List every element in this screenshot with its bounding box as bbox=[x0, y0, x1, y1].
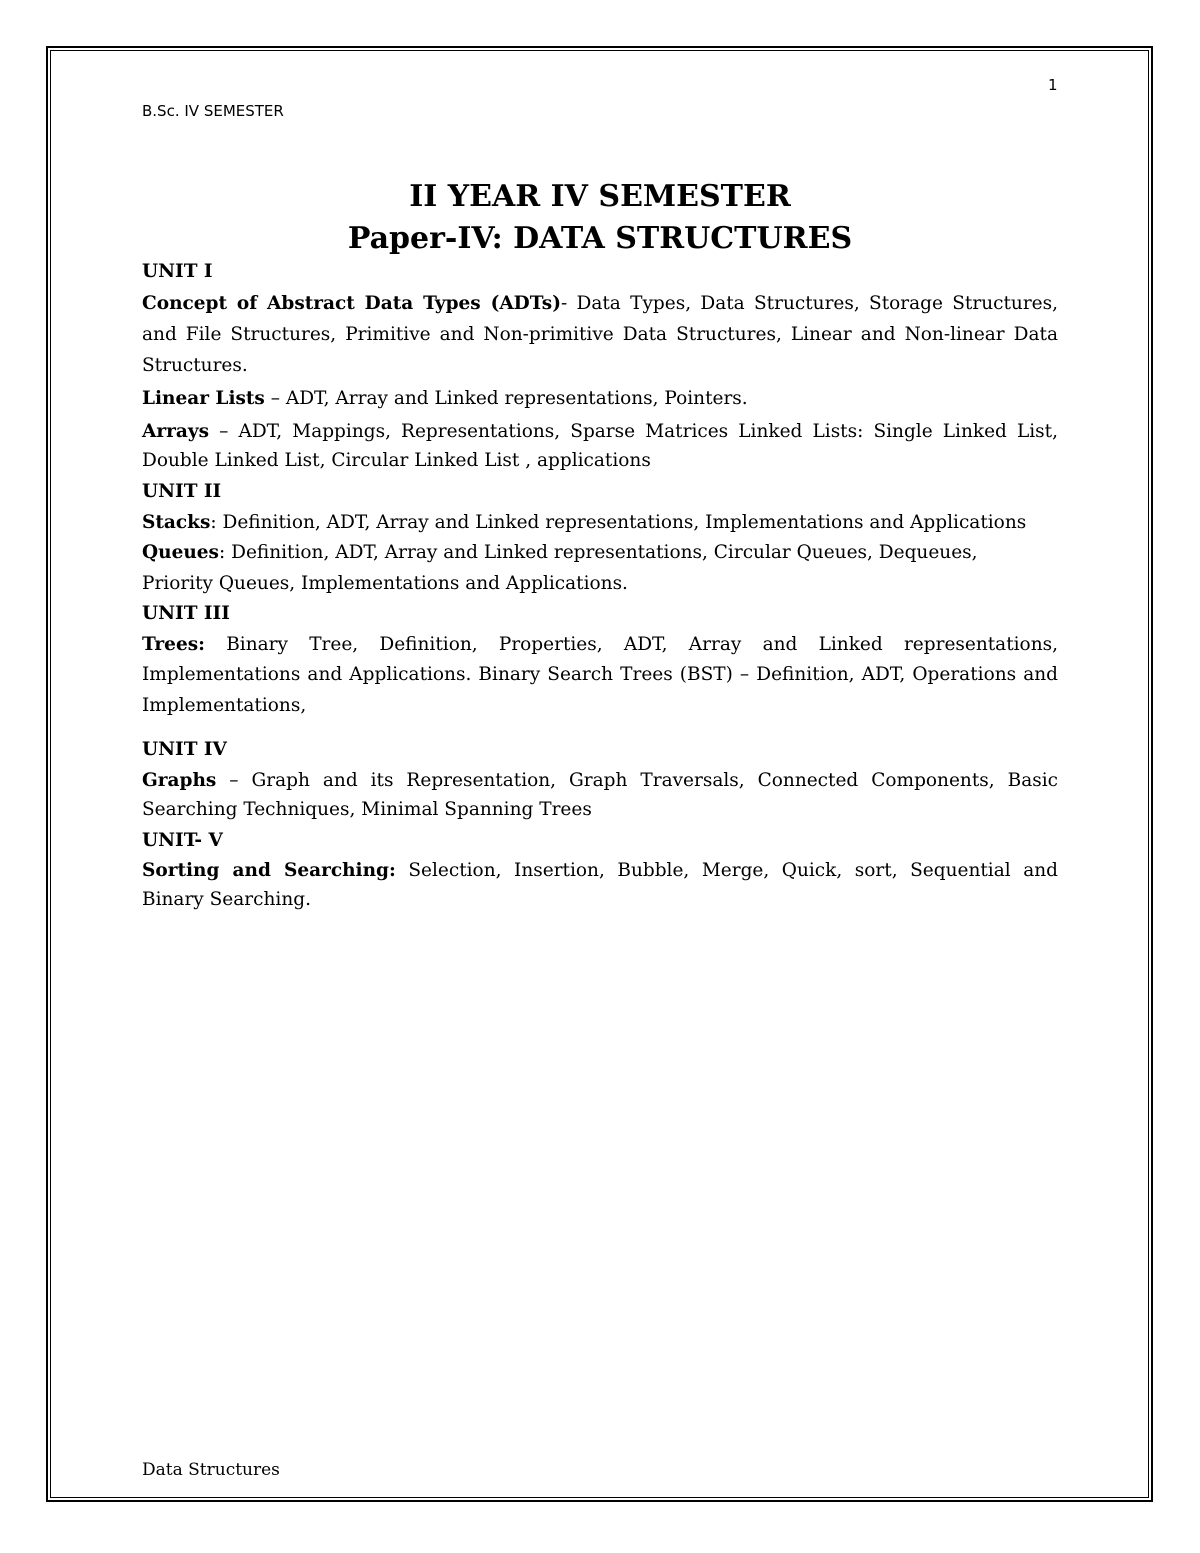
unit-heading: UNIT IV bbox=[142, 739, 227, 760]
unit-heading: UNIT II bbox=[142, 481, 222, 502]
topic-text: Definition, ADT, Array and Linked representations, Circular Queues, Dequeues, Priority Queues, Implementations and Applications. bbox=[142, 542, 978, 594]
unit-section bbox=[142, 257, 1058, 475]
topic-paragraph bbox=[142, 417, 1058, 475]
unit-heading: UNIT III bbox=[142, 603, 230, 624]
topic-text: Definition, ADT, Array and Linked representations, Implementations and Applications bbox=[222, 511, 1027, 533]
topic-text: Binary Tree, Definition, Properties, ADT, Array and Linked representations, Implementations and Applications. Binary Search Trees (BST) – Definition, ADT, Operations and Implementations, bbox=[142, 633, 1058, 716]
topic-term: Concept of Abstract Data Types (ADTs) bbox=[142, 292, 561, 314]
topic-separator: – bbox=[216, 769, 252, 791]
topic-term: Stacks bbox=[142, 511, 211, 533]
unit-section bbox=[142, 599, 1058, 721]
topic-separator: – bbox=[209, 421, 239, 442]
topic-text: Graph and its Representation, Graph Traversals, Connected Components, Basic Searching Techniques, Minimal Spanning Trees bbox=[142, 769, 1058, 820]
unit-section bbox=[142, 826, 1058, 915]
paper-title: Paper-IV: DATA STRUCTURES bbox=[347, 221, 853, 256]
topic-paragraph bbox=[142, 630, 1058, 722]
topic-term: Trees: bbox=[142, 633, 205, 655]
topic-separator: - bbox=[560, 292, 577, 314]
running-header: B.Sc. IV SEMESTER bbox=[142, 102, 284, 120]
topic-paragraph bbox=[142, 538, 1002, 599]
running-footer: Data Structures bbox=[142, 1460, 280, 1480]
document-title: II YEAR IV SEMESTER bbox=[409, 179, 791, 214]
topic-paragraph bbox=[142, 288, 1058, 381]
topic-separator: : bbox=[218, 542, 232, 563]
page-number: 1 bbox=[1048, 76, 1058, 94]
unit-section bbox=[142, 477, 1058, 599]
title-block bbox=[142, 176, 1058, 260]
unit-section bbox=[142, 735, 1058, 824]
topic-separator: : bbox=[210, 511, 223, 533]
topic-paragraph bbox=[142, 766, 1058, 824]
topic-separator bbox=[396, 860, 409, 881]
topic-text: ADT, Mappings, Representations, Sparse Matrices Linked Lists: Single Linked List, Double Linked List, Circular Linked List , applications bbox=[142, 421, 1058, 471]
syllabus-content bbox=[142, 257, 1058, 914]
topic-text: ADT, Array and Linked representations, Pointers. bbox=[285, 387, 748, 409]
unit-heading: UNIT I bbox=[142, 261, 213, 282]
section-spacer bbox=[142, 721, 1058, 735]
topic-term: Sorting and Searching: bbox=[142, 860, 396, 881]
topic-term: Graphs bbox=[142, 769, 217, 791]
topic-term: Linear Lists bbox=[142, 387, 265, 409]
topic-paragraph bbox=[142, 384, 1058, 415]
topic-separator: – bbox=[264, 387, 286, 409]
topic-term: Arrays bbox=[142, 421, 209, 442]
topic-paragraph bbox=[142, 856, 1058, 914]
topic-paragraph bbox=[142, 508, 1058, 539]
topic-text: Selection, Insertion, Bubble, Merge, Quick, sort, Sequential and Binary Searching. bbox=[142, 860, 1058, 910]
unit-heading: UNIT- V bbox=[142, 829, 223, 851]
topic-separator bbox=[205, 634, 226, 655]
topic-text: Data Types, Data Structures, Storage Structures, and File Structures, Primitive and Non-primitive Data Structures, Linear and Non-linear Data Structures. bbox=[142, 292, 1058, 376]
topic-term: Queues bbox=[142, 542, 219, 563]
